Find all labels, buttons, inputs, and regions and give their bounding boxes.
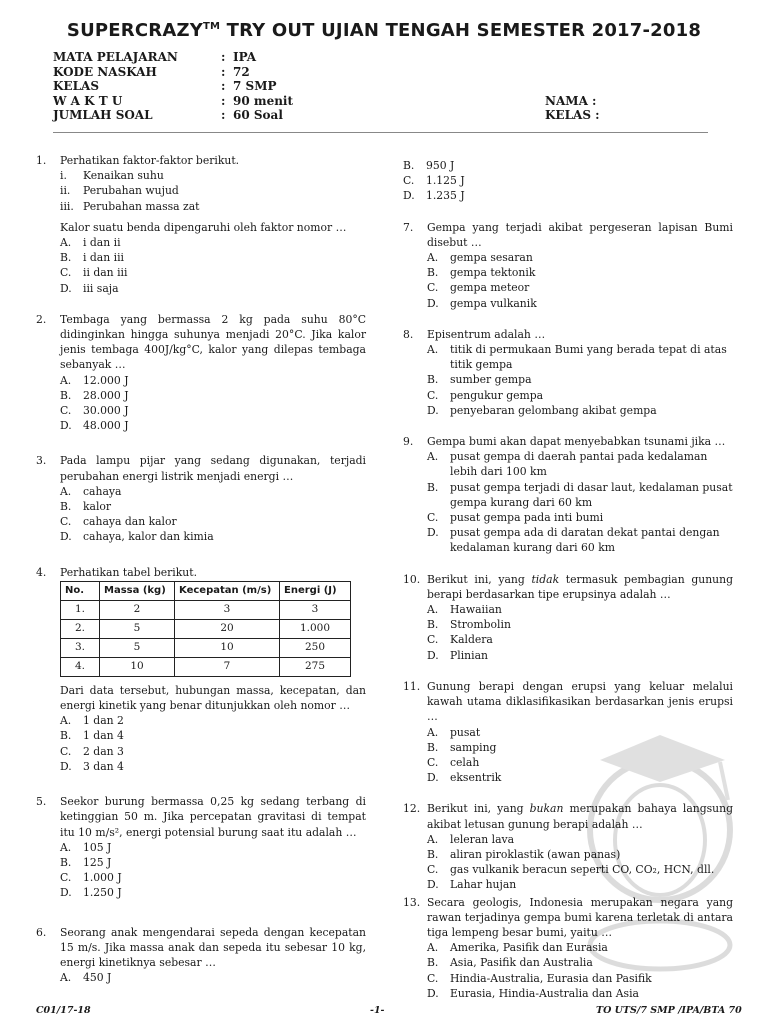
option-text: pusat gempa ada di daratan dekat pantai dengan kedalaman kurang dari 60 km bbox=[450, 526, 720, 555]
answer-option bbox=[427, 280, 733, 295]
option-key: C. bbox=[427, 281, 439, 295]
question-number: 12. bbox=[403, 802, 421, 816]
answer-option bbox=[427, 862, 733, 877]
question-number: 8. bbox=[403, 327, 414, 341]
option-key: C. bbox=[427, 971, 439, 985]
answer-option bbox=[60, 484, 366, 499]
option-text: Amerika, Pasifik dan Eurasia bbox=[450, 941, 608, 955]
table-cell: 7 bbox=[175, 657, 280, 676]
question-text: Seekor burung bermassa 0,25 kg sedang terbang di ketinggian 50 m. Jika percepatan gravitasi di tempat itu 10 m/s², energi potensial burung saat itu adalah … bbox=[60, 795, 366, 839]
option-key: D. bbox=[60, 530, 72, 544]
option-text: Kenaikan suhu bbox=[83, 169, 164, 183]
answer-option bbox=[403, 158, 733, 173]
option-text: kalor bbox=[83, 500, 112, 514]
option-text: 125 J bbox=[83, 855, 112, 869]
statement-item bbox=[60, 199, 366, 214]
option-text: 950 J bbox=[426, 159, 455, 172]
question-2 bbox=[36, 312, 366, 434]
option-text: 450 J bbox=[83, 971, 112, 985]
question-13 bbox=[403, 895, 733, 1001]
statement-item bbox=[60, 168, 366, 183]
answer-option bbox=[60, 855, 366, 870]
option-key: B. bbox=[427, 618, 439, 632]
option-text: Hindia-Australia, Eurasia dan Pasifik bbox=[450, 971, 652, 985]
option-text: gempa meteor bbox=[450, 281, 530, 295]
answer-option bbox=[60, 403, 366, 418]
option-key: C. bbox=[60, 871, 72, 885]
option-key: A. bbox=[60, 373, 72, 387]
answer-option bbox=[60, 970, 366, 985]
table-cell: 275 bbox=[280, 657, 351, 676]
question-9 bbox=[403, 434, 733, 556]
table-header: Energi (J) bbox=[280, 581, 351, 600]
answer-option bbox=[427, 250, 733, 265]
question-6-continued bbox=[403, 158, 733, 204]
question-text: Perhatikan tabel berikut. bbox=[60, 565, 198, 579]
table-header: No. bbox=[61, 581, 100, 600]
answer-option bbox=[427, 372, 733, 387]
table-row bbox=[61, 619, 351, 638]
option-key: C. bbox=[427, 863, 439, 877]
answer-option bbox=[427, 265, 733, 280]
option-key: D. bbox=[427, 986, 439, 1000]
question-5 bbox=[36, 794, 366, 900]
option-text: titik di permukaan Bumi yang berada tepat di atas titik gempa bbox=[450, 343, 727, 372]
option-text: cahaya, kalor dan kimia bbox=[83, 530, 214, 544]
question-number: 3. bbox=[36, 454, 47, 468]
option-text: gas vulkanik beracun seperti CO, CO₂, HCN, dll. bbox=[450, 863, 715, 877]
table-header: Kecepatan (m/s) bbox=[175, 581, 280, 600]
table-cell: 10 bbox=[175, 638, 280, 657]
option-text: 1.125 J bbox=[426, 174, 465, 188]
table-cell: 250 bbox=[280, 638, 351, 657]
answer-option bbox=[60, 235, 366, 250]
info-row: KELAS : 7 SMP bbox=[53, 79, 277, 94]
question-text: Seorang anak mengendarai sepeda dengan kecepatan 15 m/s. Jika massa anak dan sepeda itu sebesar 10 kg, energi kinetiknya sebesar … bbox=[60, 925, 366, 969]
question-number: 11. bbox=[403, 679, 421, 693]
question-number: 9. bbox=[403, 435, 414, 449]
option-text: pengukur gempa bbox=[450, 388, 544, 402]
option-text: sumber gempa bbox=[450, 373, 532, 387]
table-header: Massa (kg) bbox=[100, 581, 175, 600]
option-text: 1 dan 4 bbox=[83, 729, 124, 743]
option-text: leleran lava bbox=[450, 832, 515, 846]
info-row: MATA PELAJARAN : IPA bbox=[53, 50, 257, 64]
option-text: 1 dan 2 bbox=[83, 714, 124, 728]
option-text: 2 dan 3 bbox=[83, 744, 124, 758]
table-cell: 2. bbox=[61, 619, 100, 638]
question-12 bbox=[403, 801, 733, 892]
option-text: cahaya dan kalor bbox=[83, 515, 177, 529]
option-key: A. bbox=[60, 840, 72, 854]
option-key: B. bbox=[60, 388, 72, 402]
question-11 bbox=[403, 679, 733, 785]
answer-option bbox=[60, 250, 366, 265]
table-cell: 3. bbox=[61, 638, 100, 657]
left-column bbox=[36, 153, 366, 985]
question-text: Episentrum adalah … bbox=[427, 327, 546, 341]
table-cell: 2 bbox=[100, 600, 175, 619]
answer-option bbox=[427, 403, 733, 418]
answer-option bbox=[60, 840, 366, 855]
question-text: Gunung berapi dengan erupsi yang keluar melalui kawah utama diklasifikasikan berdasarkan jenis erupsi … bbox=[427, 679, 733, 724]
option-text: gempa vulkanik bbox=[450, 296, 537, 310]
answer-option bbox=[60, 418, 366, 433]
option-key: C. bbox=[427, 755, 439, 769]
option-text: iii saja bbox=[83, 281, 119, 295]
option-key: D. bbox=[60, 281, 72, 295]
option-key: C. bbox=[60, 515, 72, 529]
answer-option bbox=[427, 877, 733, 892]
table-cell: 10 bbox=[100, 657, 175, 676]
answer-option bbox=[60, 373, 366, 388]
question-prompt: Dari data tersebut, hubungan massa, kecepatan, dan energi kinetik yang benar ditunjukkan oleh nomor … bbox=[60, 683, 366, 713]
info-row: JUMLAH SOAL : 60 Soal KELAS : bbox=[53, 108, 600, 123]
data-table bbox=[60, 581, 351, 677]
option-text: ii dan iii bbox=[83, 266, 128, 280]
option-text: Plinian bbox=[450, 648, 488, 662]
option-key: A. bbox=[60, 971, 72, 985]
option-key: B. bbox=[60, 500, 72, 514]
question-8 bbox=[403, 327, 733, 418]
question-text: Perhatikan faktor-faktor berikut. bbox=[60, 154, 240, 167]
option-key: D. bbox=[427, 878, 439, 892]
option-key: i. bbox=[60, 169, 67, 183]
option-key: B. bbox=[427, 956, 439, 970]
table-row bbox=[61, 600, 351, 619]
option-text: celah bbox=[450, 755, 480, 769]
question-3 bbox=[36, 453, 366, 544]
option-key: A. bbox=[427, 343, 439, 357]
option-text: 30.000 J bbox=[83, 404, 129, 418]
option-text: samping bbox=[450, 740, 497, 754]
option-key: B. bbox=[427, 740, 439, 754]
option-text: Kaldera bbox=[450, 633, 493, 647]
question-text: Secara geologis, Indonesia merupakan negara yang rawan terjadinya gempa bumi karena terletak di antara tiga lempeng besar bumi, yaitu … bbox=[427, 895, 733, 939]
question-number: 6. bbox=[36, 925, 47, 939]
option-text: 12.000 J bbox=[83, 373, 129, 387]
option-key: A. bbox=[427, 251, 439, 265]
option-key: C. bbox=[60, 404, 72, 418]
option-key: B. bbox=[427, 480, 439, 494]
option-text: gempa tektonik bbox=[450, 266, 536, 280]
option-text: pusat gempa pada inti bumi bbox=[450, 511, 604, 525]
answer-option bbox=[60, 388, 366, 403]
answer-option bbox=[427, 510, 733, 525]
option-text: Eurasia, Hindia-Australia dan Asia bbox=[450, 986, 639, 1000]
option-text: 3 dan 4 bbox=[83, 759, 124, 773]
option-key: iii. bbox=[60, 199, 74, 213]
question-7 bbox=[403, 220, 733, 311]
answer-option bbox=[427, 296, 733, 311]
option-text: 28.000 J bbox=[83, 388, 129, 402]
answer-option bbox=[427, 617, 733, 632]
answer-option bbox=[427, 525, 733, 555]
question-text: Gempa bumi akan dapat menyebabkan tsunami jika … bbox=[427, 435, 726, 449]
option-text: i dan iii bbox=[83, 251, 124, 265]
option-key: D. bbox=[60, 886, 72, 900]
option-text: pusat gempa di daerah pantai pada kedalaman lebih dari 100 km bbox=[450, 450, 708, 479]
option-text: 48.000 J bbox=[83, 419, 129, 433]
answer-option bbox=[60, 281, 366, 296]
answer-option bbox=[427, 770, 733, 785]
answer-option bbox=[427, 955, 733, 970]
answer-option bbox=[427, 480, 733, 510]
answer-option bbox=[60, 870, 366, 885]
option-key: A. bbox=[60, 714, 72, 728]
page-number: -1- bbox=[370, 1005, 385, 1016]
answer-option bbox=[60, 744, 366, 759]
option-text: penyebaran gelombang akibat gempa bbox=[450, 403, 657, 417]
option-text: Perubahan massa zat bbox=[83, 199, 200, 213]
option-key: C. bbox=[427, 633, 439, 647]
option-text: 1.235 J bbox=[426, 189, 465, 203]
right-column bbox=[403, 158, 733, 1001]
answer-option bbox=[60, 885, 366, 900]
option-key: D. bbox=[60, 759, 72, 773]
answer-option bbox=[403, 173, 733, 188]
answer-option bbox=[427, 648, 733, 663]
question-number: 5. bbox=[36, 795, 47, 809]
question-10 bbox=[403, 572, 733, 663]
option-key: A. bbox=[427, 603, 439, 617]
statement-item bbox=[60, 183, 366, 198]
table-row bbox=[61, 657, 351, 676]
option-text: aliran piroklastik (awan panas) bbox=[450, 847, 621, 861]
table-cell: 3 bbox=[175, 600, 280, 619]
question-number: 7. bbox=[403, 220, 414, 234]
answer-option bbox=[60, 265, 366, 280]
answer-option bbox=[427, 847, 733, 862]
option-key: C. bbox=[427, 388, 439, 402]
option-key: B. bbox=[60, 729, 72, 743]
table-cell: 4. bbox=[61, 657, 100, 676]
option-key: B. bbox=[427, 847, 439, 861]
footer-code: C01/17-18 bbox=[36, 1005, 91, 1016]
answer-option bbox=[427, 388, 733, 403]
answer-option bbox=[427, 940, 733, 955]
info-row: KODE NASKAH : 72 bbox=[53, 64, 250, 79]
option-key: A. bbox=[427, 941, 439, 955]
answer-option bbox=[60, 713, 366, 728]
question-number: 1. bbox=[36, 154, 47, 167]
question-text: Tembaga yang bermassa 2 kg pada suhu 80°C didinginkan hingga suhunya menjadi 20°C. Jika kalor jenis tembaga 400J/kg°C, kalor yang dilepas tembaga sebanyak … bbox=[60, 312, 366, 372]
option-key: C. bbox=[60, 266, 72, 280]
option-key: D. bbox=[427, 296, 439, 310]
option-key: B. bbox=[427, 373, 439, 387]
question-number: 2. bbox=[36, 312, 47, 326]
answer-option bbox=[427, 725, 733, 740]
question-number: 4. bbox=[36, 565, 47, 579]
header-divider bbox=[53, 132, 708, 133]
option-key: ii. bbox=[60, 184, 71, 198]
option-text: 1.000 J bbox=[83, 871, 122, 885]
answer-option bbox=[60, 728, 366, 743]
option-text: eksentrik bbox=[450, 771, 502, 785]
table-cell: 3 bbox=[280, 600, 351, 619]
option-text: Lahar hujan bbox=[450, 878, 517, 892]
question-6 bbox=[36, 925, 366, 986]
table-cell: 5 bbox=[100, 619, 175, 638]
option-key: A. bbox=[60, 484, 72, 498]
option-key: B. bbox=[60, 855, 72, 869]
question-text: Berikut ini, yang bukan merupakan bahaya langsung akibat letusan gunung berapi adalah … bbox=[427, 802, 733, 831]
answer-option bbox=[403, 188, 733, 203]
table-cell: 1. bbox=[61, 600, 100, 619]
option-key: A. bbox=[427, 832, 439, 846]
footer-reference: TO UTS/7 SMP /IPA/BTA 70 bbox=[596, 1005, 742, 1016]
option-text: Strombolin bbox=[450, 618, 511, 632]
table-cell: 1.000 bbox=[280, 619, 351, 638]
exam-info bbox=[53, 50, 693, 123]
option-key: B. bbox=[60, 251, 72, 265]
answer-option bbox=[60, 759, 366, 774]
answer-option bbox=[427, 632, 733, 647]
option-key: C. bbox=[427, 511, 439, 525]
question-1 bbox=[36, 153, 366, 296]
answer-option bbox=[427, 832, 733, 847]
option-key: A. bbox=[427, 450, 439, 464]
option-key: C. bbox=[403, 174, 415, 188]
option-key: D. bbox=[427, 403, 439, 417]
answer-option bbox=[427, 449, 733, 479]
table-row bbox=[61, 638, 351, 657]
option-key: A. bbox=[427, 725, 439, 739]
option-key: D. bbox=[427, 648, 439, 662]
option-text: Asia, Pasifik dan Australia bbox=[450, 956, 593, 970]
option-key: D. bbox=[403, 189, 415, 203]
option-key: D. bbox=[427, 526, 439, 540]
option-key: B. bbox=[403, 159, 415, 172]
option-text: pusat bbox=[450, 725, 481, 739]
question-text: Berikut ini, yang tidak termasuk pembagian gunung berapi berdasarkan tipe erupsinya adalah … bbox=[427, 572, 733, 601]
answer-option bbox=[427, 971, 733, 986]
info-row: W A K T U : 90 menit NAMA : bbox=[53, 93, 597, 108]
table-cell: 5 bbox=[100, 638, 175, 657]
option-text: cahaya bbox=[83, 484, 122, 498]
page-title: SUPERCRAZY™ TRY OUT UJIAN TENGAH SEMESTER 2017-2018 bbox=[66, 20, 702, 41]
answer-option bbox=[427, 986, 733, 1001]
answer-option bbox=[427, 602, 733, 617]
answer-option bbox=[60, 514, 366, 529]
question-number: 10. bbox=[403, 572, 421, 586]
option-text: Hawaiian bbox=[450, 603, 502, 617]
option-text: Perubahan wujud bbox=[83, 184, 179, 198]
option-text: pusat gempa terjadi di dasar laut, kedalaman pusat gempa kurang dari 60 km bbox=[450, 480, 733, 509]
question-text: Pada lampu pijar yang sedang digunakan, terjadi perubahan energi listrik menjadi energi … bbox=[60, 454, 366, 483]
option-text: gempa sesaran bbox=[450, 251, 533, 265]
option-key: A. bbox=[60, 236, 72, 250]
option-text: i dan ii bbox=[83, 236, 121, 250]
answer-option bbox=[60, 499, 366, 514]
option-key: C. bbox=[60, 744, 72, 758]
option-key: D. bbox=[60, 419, 72, 433]
option-key: D. bbox=[427, 771, 439, 785]
answer-option bbox=[427, 342, 733, 372]
option-text: 1.250 J bbox=[83, 886, 122, 900]
answer-option bbox=[427, 740, 733, 755]
answer-option bbox=[427, 755, 733, 770]
answer-option bbox=[60, 529, 366, 544]
option-text: 105 J bbox=[83, 840, 112, 854]
question-prompt: Kalor suatu benda dipengaruhi oleh faktor nomor … bbox=[60, 220, 347, 234]
question-4 bbox=[36, 565, 366, 774]
question-text: Gempa yang terjadi akibat pergeseran lapisan Bumi disebut … bbox=[427, 220, 733, 249]
option-key: B. bbox=[427, 266, 439, 280]
question-number: 13. bbox=[403, 895, 421, 909]
table-cell: 20 bbox=[175, 619, 280, 638]
